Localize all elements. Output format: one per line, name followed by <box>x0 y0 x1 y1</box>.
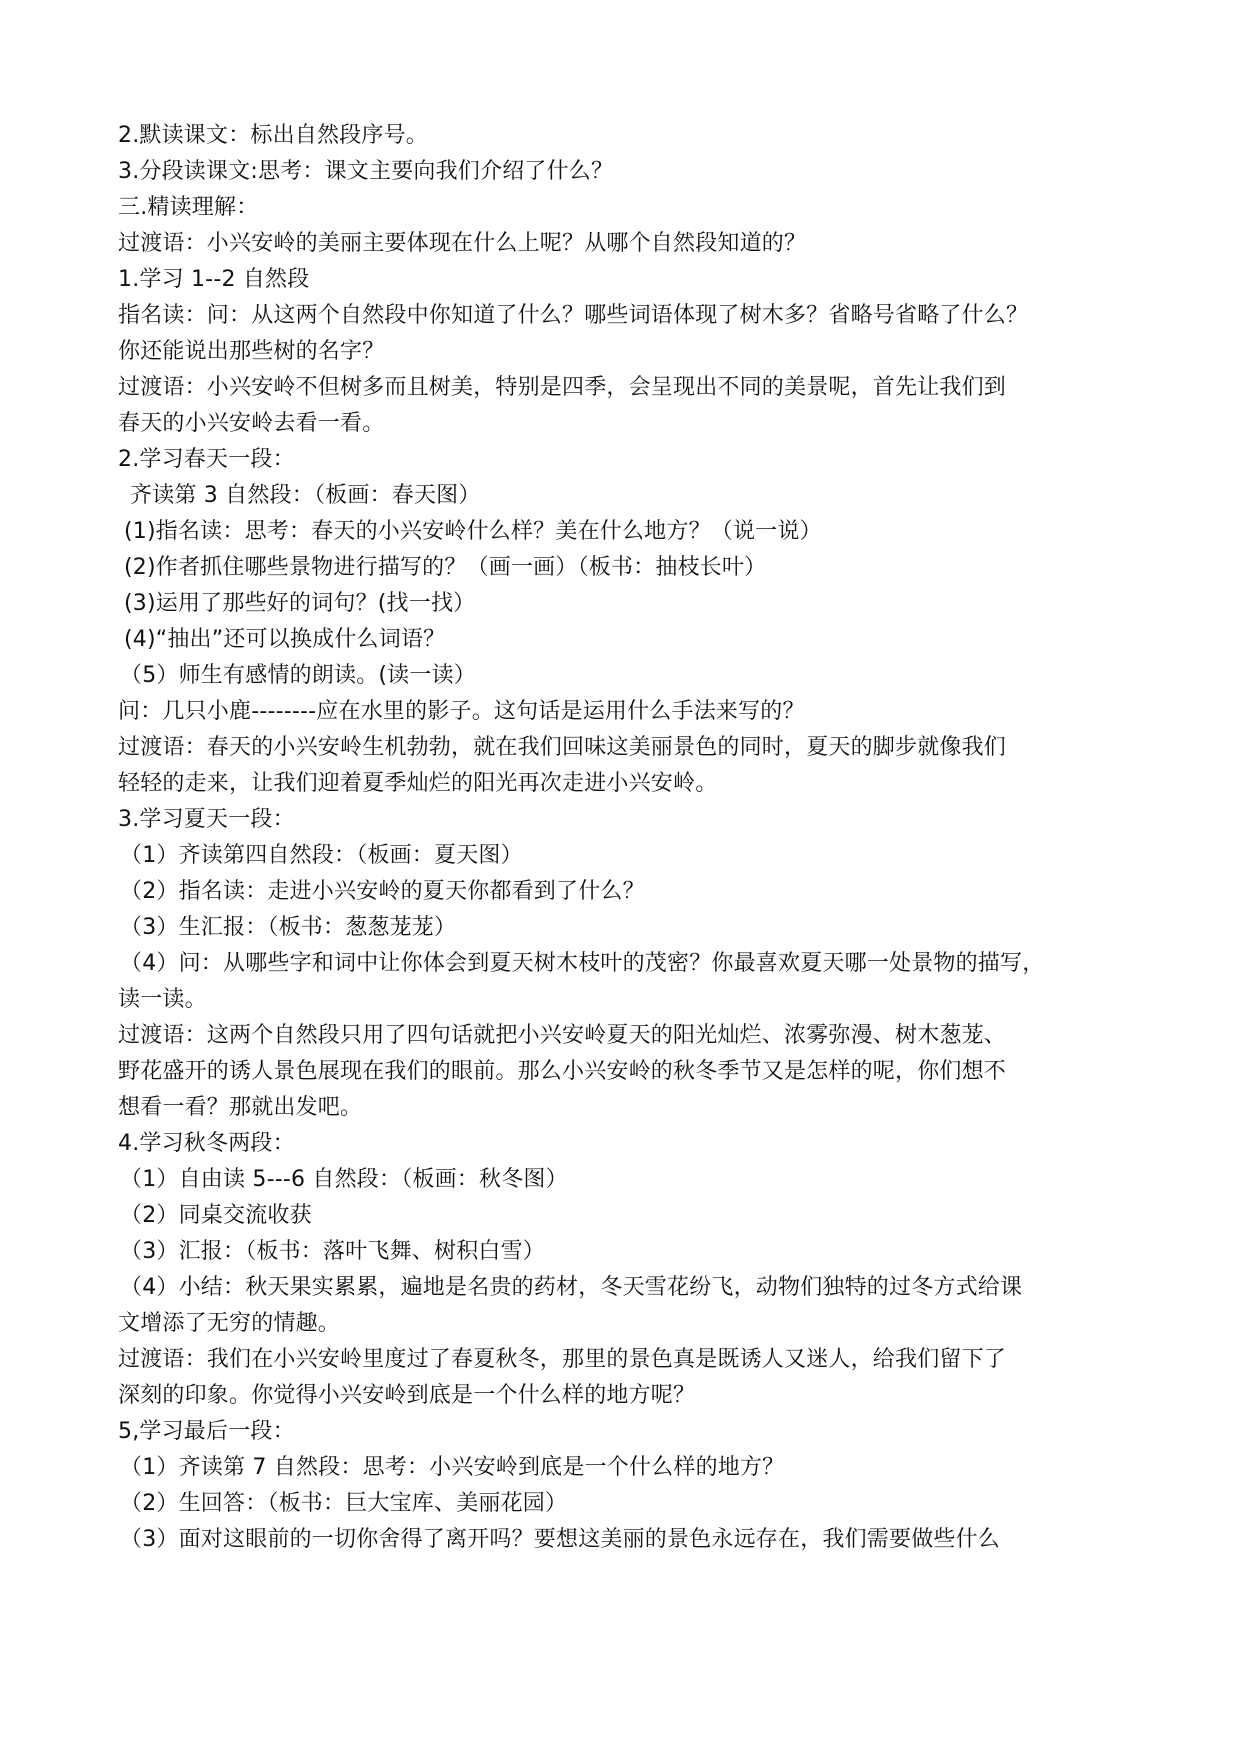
list-item: （4）小结：秋天果实累累，遍地是名贵的药材，冬天雪花纷飞，动物们独特的过冬方式给课 <box>120 1275 1023 1300</box>
list-item: （1）齐读第四自然段：（板画：夏天图） <box>120 843 523 868</box>
text-line: 轻轻的走来，让我们迎着夏季灿烂的阳光再次走进小兴安岭。 <box>118 771 718 796</box>
text-line: 问：几只小鹿--------应在水里的影子。这句话是运用什么手法来写的？ <box>118 699 805 724</box>
text-line: 读一读。 <box>118 987 207 1012</box>
section-heading: 3.学习夏天一段： <box>118 807 295 832</box>
text-line: 过渡语：这两个自然段只用了四句话就把小兴安岭夏天的阳光灿烂、浓雾弥漫、树木葱茏、 <box>118 1023 1007 1048</box>
list-item: （1）齐读第 7 自然段：思考：小兴安岭到底是一个什么样的地方？ <box>120 1455 785 1480</box>
list-item: （4）问：从哪些字和词中让你体会到夏天树木枝叶的茂密？你最喜欢夏天哪一处景物的描写， <box>120 951 1045 976</box>
text-line: 深刻的印象。你觉得小兴安岭到底是一个什么样的地方呢？ <box>118 1383 696 1408</box>
text-line: 过渡语：春天的小兴安岭生机勃勃，就在我们回味这美丽景色的同时，夏天的脚步就像我们 <box>118 735 1007 760</box>
list-item: （5）师生有感情的朗读。(读一读） <box>120 663 476 688</box>
list-item: （3）汇报：（板书：落叶飞舞、树积白雪） <box>120 1239 545 1264</box>
section-heading: 1.学习 1--2 自然段 <box>118 267 310 292</box>
list-item: (3)运用了那些好的词句？(找一找） <box>124 591 476 616</box>
text-line: 齐读第 3 自然段：（板画：春天图） <box>130 483 481 508</box>
list-item: （2）指名读：走进小兴安岭的夏天你都看到了什么？ <box>120 879 645 904</box>
list-item: （2）生回答：（板书：巨大宝库、美丽花园） <box>120 1491 568 1516</box>
text-line: 过渡语：小兴安岭的美丽主要体现在什么上呢？从哪个自然段知道的？ <box>118 231 807 256</box>
document-body <box>118 118 1128 1558</box>
list-item: (4)“抽出”还可以换成什么词语？ <box>124 627 446 652</box>
text-line: 过渡语：小兴安岭不但树多而且树美，特别是四季，会呈现出不同的美景呢，首先让我们到 <box>118 375 1007 400</box>
text-line: 你还能说出那些树的名字？ <box>118 339 385 364</box>
list-item: （2）同桌交流收获 <box>120 1203 312 1228</box>
text-line: 2.默读课文：标出自然段序号。 <box>118 123 428 148</box>
section-heading: 2.学习春天一段： <box>118 447 295 472</box>
text-line: 想看一看？那就出发吧。 <box>118 1095 363 1120</box>
section-heading: 三.精读理解： <box>118 195 259 220</box>
list-item: （1）自由读 5---6 自然段：（板画：秋冬图） <box>120 1167 568 1192</box>
list-item: （3）面对这眼前的一切你舍得了离开吗？要想这美丽的景色永远存在，我们需要做些什么 <box>120 1527 1000 1552</box>
list-item: (2)作者抓住哪些景物进行描写的？（画一画）（板书：抽枝长叶） <box>124 555 767 580</box>
text-line: 春天的小兴安岭去看一看。 <box>118 411 385 436</box>
list-item: (1)指名读：思考：春天的小兴安岭什么样？美在什么地方？（说一说） <box>124 519 822 544</box>
text-line: 指名读：问：从这两个自然段中你知道了什么？哪些词语体现了树木多？省略号省略了什么？ <box>118 303 1029 328</box>
text-line: 3.分段读课文:思考：课文主要向我们介绍了什么？ <box>118 159 614 184</box>
section-heading: 5,学习最后一段： <box>118 1419 295 1444</box>
list-item: （3）生汇报：（板书：葱葱茏茏） <box>120 915 457 940</box>
text-line: 过渡语：我们在小兴安岭里度过了春夏秋冬，那里的景色真是既诱人又迷人，给我们留下了 <box>118 1347 1007 1372</box>
text-line: 文增添了无穷的情趣。 <box>118 1311 341 1336</box>
text-line: 野花盛开的诱人景色展现在我们的眼前。那么小兴安岭的秋冬季节又是怎样的呢，你们想不 <box>118 1059 1007 1084</box>
section-heading: 4.学习秋冬两段： <box>118 1131 295 1156</box>
